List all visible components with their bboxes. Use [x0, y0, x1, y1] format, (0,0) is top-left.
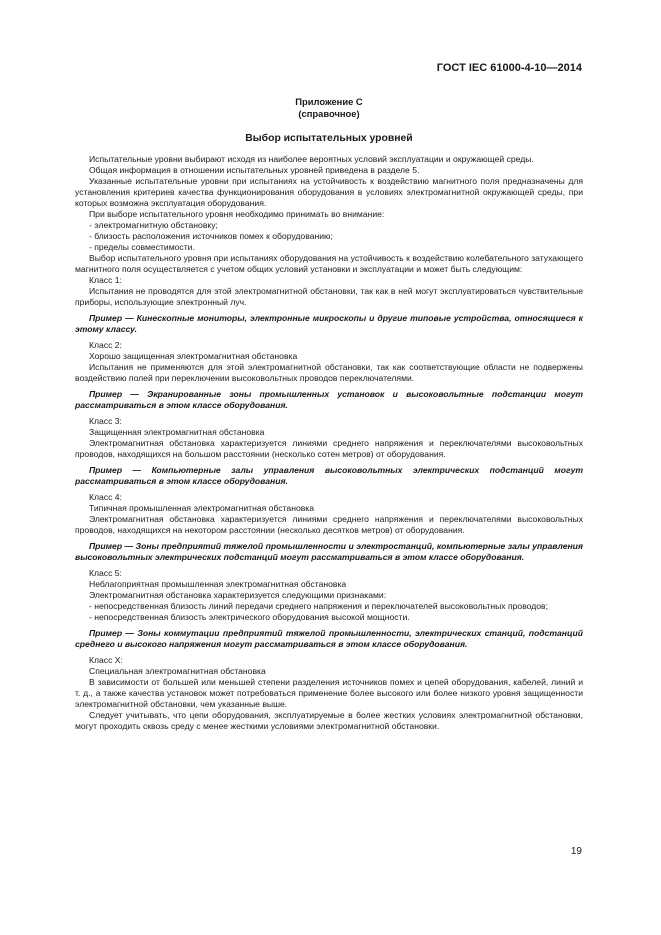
paragraph: - непосредственная близость электрического оборудования высокой мощности.: [89, 612, 410, 622]
document-body: [75, 154, 583, 732]
annex-subtitle: (справочное): [298, 108, 360, 119]
paragraph: Выбор испытательного уровня при испытаниях оборудования на устойчивость к воздействию колебательного затухающего магнитного поля осуществляется с учетом общих условий установки и эксплуатации и может быть следующим:: [75, 253, 583, 274]
paragraph: Испытания не применяются для этой электромагнитной обстановки, так как соответствующие области не подвержены воздействию полей при переключении высоковольтных проводов переключателями.: [75, 362, 583, 383]
example-paragraph: Пример — Зоны предприятий тяжелой промышленности и электростанций, компьютерные залы управления высоковольтных электрических подстанций могут рассматриваться в этом классе оборудования.: [75, 541, 583, 562]
paragraph: В зависимости от большей или меньшей степени разделения источников помех и цепей оборудования, кабелей, линий и т. д., а также качества установок может потребоваться применение более высокого или более низкого уровня защищенности электромагнитной обстановки, чем указанные выше.: [75, 677, 583, 709]
paragraph: Хорошо защищенная электромагнитная обстановка: [89, 351, 298, 361]
paragraph: Электромагнитная обстановка характеризуется линиями среднего напряжения и переключателями высоковольтных проводов, находящихся на большом расстоянии (несколько сотен метров) от оборудования.: [75, 438, 583, 459]
paragraph: Электромагнитная обстановка характеризуется линиями среднего напряжения и переключателями высоковольтных проводов, находящихся на некотором расстоянии (несколько десятков метров) от оборудования.: [75, 514, 583, 535]
paragraph: Следует учитывать, что цепи оборудования, эксплуатируемые в более жестких условиях электромагнитной обстановки, могут проходить сквозь среду с менее жесткими условиями электромагнитной обстановки.: [75, 710, 583, 731]
paragraph: Неблагоприятная промышленная электромагнитная обстановка: [89, 579, 347, 589]
example-paragraph: Пример — Компьютерные залы управления высоковольтных электрических подстанций могут рассматриваться в этом классе оборудования.: [75, 465, 583, 486]
paragraph: Класс 2:: [89, 340, 122, 350]
section-title: Выбор испытательных уровней: [245, 133, 413, 144]
paragraph: Класс 1:: [89, 275, 122, 285]
paragraph: Общая информация в отношении испытательных уровней приведена в разделе 5.: [89, 165, 420, 175]
paragraph: - близость расположения источников помех к оборудованию;: [89, 231, 333, 241]
paragraph: Класс X:: [89, 655, 123, 665]
paragraph: Специальная электромагнитная обстановка: [89, 666, 266, 676]
paragraph: Защищенная электромагнитная обстановка: [89, 427, 265, 437]
paragraph: Испытания не проводятся для этой электромагнитной обстановки, так как в ней могут эксплуатироваться чувствительные приборы, использующие электронный луч.: [75, 286, 583, 307]
standard-code: ГОСТ IEC 61000-4-10—2014: [436, 62, 582, 74]
page-number: 19: [570, 846, 582, 857]
annex-title: Приложение С: [295, 96, 363, 107]
example-paragraph: Пример — Зоны коммутации предприятий тяжелой промышленности, электрических станций, подстанций среднего и высокого напряжения могут рассматриваться в этом классе оборудования.: [75, 628, 583, 649]
paragraph: Класс 3:: [89, 416, 122, 426]
paragraph: Электромагнитная обстановка характеризуется следующими признаками:: [89, 590, 387, 600]
paragraph: Указанные испытательные уровни при испытаниях на устойчивость к воздействию магнитного поля предназначены для установления критериев качества функционирования оборудования в условиях электромагнитной окружающей среды, при которых возможна эксплуатация оборудования.: [75, 176, 583, 208]
paragraph: - непосредственная близость линий передачи среднего напряжения и переключателей высоковольтных проводов;: [89, 601, 549, 611]
paragraph: Класс 5:: [89, 568, 122, 578]
paragraph: При выборе испытательного уровня необходимо принимать во внимание:: [89, 209, 385, 219]
paragraph: - пределы совместимости.: [89, 242, 195, 252]
example-paragraph: Пример — Экранированные зоны промышленных установок и высоковольтные подстанции могут рассматриваться в этом классе оборудования.: [75, 389, 583, 410]
paragraph: Типичная промышленная электромагнитная обстановка: [89, 503, 315, 513]
example-paragraph: Пример — Кинескопные мониторы, электронные микроскопы и другие типовые устройства, относящиеся к этому классу.: [75, 313, 583, 334]
paragraph: Испытательные уровни выбирают исходя из наиболее вероятных условий эксплуатации и окружающей среды.: [89, 154, 534, 164]
paragraph: Класс 4:: [89, 492, 122, 502]
paragraph: - электромагнитную обстановку;: [89, 220, 218, 230]
